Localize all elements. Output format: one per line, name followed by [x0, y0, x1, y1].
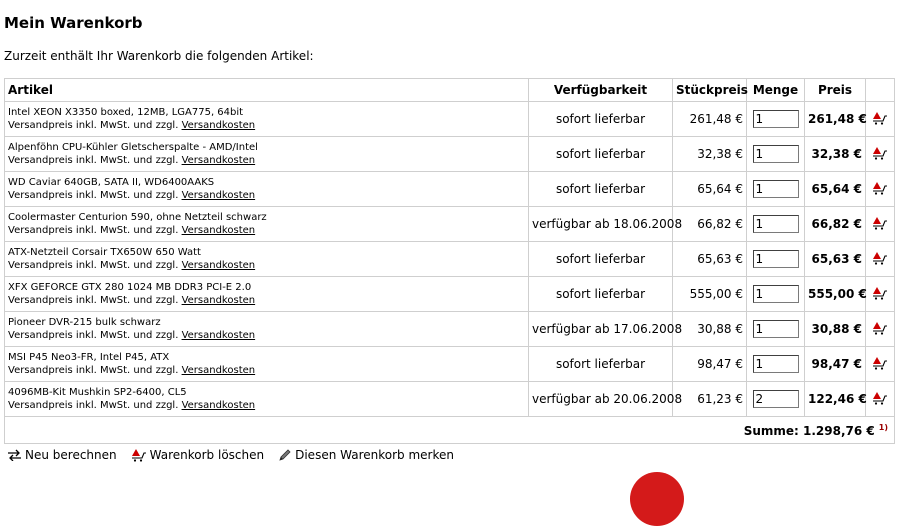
remember-cart-button[interactable] — [278, 448, 454, 462]
quantity-input[interactable] — [753, 110, 799, 128]
cell-quantity — [747, 172, 805, 207]
product-name: XFX GEFORCE GTX 280 1024 MB DDR3 PCI-E 2.0 — [8, 282, 252, 293]
shipping-link[interactable]: Versandkosten — [181, 120, 256, 131]
cell-unit-price: 65,63 € — [673, 242, 747, 277]
red-circle-decoration — [630, 472, 684, 526]
shipping-info — [8, 399, 525, 412]
cell-availability: sofort lieferbar — [529, 277, 673, 312]
cell-delete — [866, 347, 895, 382]
product-name: MSI P45 Neo3-FR, Intel P45, ATX — [8, 352, 170, 363]
recalculate-button[interactable] — [7, 448, 117, 462]
cell-availability: sofort lieferbar — [529, 137, 673, 172]
shipping-prefix: Versandpreis inkl. MwSt. und zzgl. — [8, 120, 179, 131]
table-row — [5, 312, 895, 347]
cart-delete-icon[interactable] — [872, 321, 888, 335]
table-row — [5, 277, 895, 312]
cart-actions — [7, 448, 468, 462]
table-row — [5, 172, 895, 207]
cell-price: 555,00 € — [805, 277, 866, 312]
cell-delete — [866, 137, 895, 172]
header-preis: Preis — [805, 79, 866, 102]
cell-unit-price: 65,64 € — [673, 172, 747, 207]
shipping-link[interactable]: Versandkosten — [181, 155, 256, 166]
cell-quantity — [747, 312, 805, 347]
shipping-prefix: Versandpreis inkl. MwSt. und zzgl. — [8, 295, 179, 306]
shipping-prefix: Versandpreis inkl. MwSt. und zzgl. — [8, 225, 179, 236]
cell-unit-price: 30,88 € — [673, 312, 747, 347]
cell-artikel — [5, 382, 529, 417]
cell-availability: sofort lieferbar — [529, 102, 673, 137]
quantity-input[interactable] — [753, 320, 799, 338]
table-row — [5, 207, 895, 242]
product-name: Coolermaster Centurion 590, ohne Netzteil schwarz — [8, 212, 267, 223]
quantity-input[interactable] — [753, 180, 799, 198]
cart-delete-icon[interactable] — [872, 391, 888, 405]
clear-cart-button[interactable] — [131, 448, 264, 462]
shipping-info — [8, 294, 525, 307]
cell-unit-price: 98,47 € — [673, 347, 747, 382]
sum-total: Summe: 1.298,76 € — [743, 423, 875, 438]
recalculate-label: Neu berechnen — [25, 448, 117, 462]
cart-delete-icon[interactable] — [872, 111, 888, 125]
cell-quantity — [747, 347, 805, 382]
cell-artikel — [5, 172, 529, 207]
table-row — [5, 382, 895, 417]
shipping-link[interactable]: Versandkosten — [181, 365, 256, 376]
shipping-info — [8, 224, 525, 237]
table-row — [5, 102, 895, 137]
pencil-icon — [278, 448, 292, 462]
cart-delete-icon[interactable] — [872, 251, 888, 265]
cell-delete — [866, 277, 895, 312]
cart-delete-icon[interactable] — [872, 356, 888, 370]
shipping-prefix: Versandpreis inkl. MwSt. und zzgl. — [8, 365, 179, 376]
cell-artikel — [5, 312, 529, 347]
shipping-info — [8, 189, 525, 202]
shipping-link[interactable]: Versandkosten — [181, 190, 256, 201]
cell-quantity — [747, 382, 805, 417]
shipping-info — [8, 259, 525, 272]
table-row — [5, 347, 895, 382]
product-name: WD Caviar 640GB, SATA II, WD6400AAKS — [8, 177, 215, 188]
cell-delete — [866, 242, 895, 277]
remember-cart-label: Diesen Warenkorb merken — [295, 448, 454, 462]
table-row — [5, 137, 895, 172]
quantity-input[interactable] — [753, 145, 799, 163]
cart-delete-icon[interactable] — [872, 216, 888, 230]
intro-text: Zurzeit enthält Ihr Warenkorb die folgenden Artikel: — [4, 49, 314, 63]
shipping-info — [8, 329, 525, 342]
cell-artikel — [5, 137, 529, 172]
quantity-input[interactable] — [753, 215, 799, 233]
product-name: ATX-Netzteil Corsair TX650W 650 Watt — [8, 247, 201, 258]
cell-price: 65,64 € — [805, 172, 866, 207]
cell-delete — [866, 207, 895, 242]
cell-quantity — [747, 207, 805, 242]
cell-artikel — [5, 277, 529, 312]
cell-price: 261,48 € — [805, 102, 866, 137]
cart-delete-icon[interactable] — [872, 286, 888, 300]
sum-row — [5, 417, 895, 444]
cell-price: 30,88 € — [805, 312, 866, 347]
shipping-link[interactable]: Versandkosten — [181, 225, 256, 236]
header-menge: Menge — [747, 79, 805, 102]
cell-delete — [866, 382, 895, 417]
cell-delete — [866, 172, 895, 207]
shipping-info — [8, 154, 525, 167]
cell-availability: verfügbar ab 18.06.2008 — [529, 207, 673, 242]
cell-availability: sofort lieferbar — [529, 172, 673, 207]
shipping-info — [8, 119, 525, 132]
cell-artikel — [5, 347, 529, 382]
clear-cart-label: Warenkorb löschen — [149, 448, 265, 462]
cell-price: 98,47 € — [805, 347, 866, 382]
cell-artikel — [5, 102, 529, 137]
page-title: Mein Warenkorb — [4, 14, 143, 32]
product-name: 4096MB-Kit Mushkin SP2-6400, CL5 — [8, 387, 187, 398]
cell-availability: sofort lieferbar — [529, 242, 673, 277]
quantity-input[interactable] — [753, 250, 799, 268]
shipping-prefix: Versandpreis inkl. MwSt. und zzgl. — [8, 155, 179, 166]
cell-quantity — [747, 277, 805, 312]
table-row — [5, 242, 895, 277]
product-name: Alpenföhn CPU-Kühler Gletscherspalte - AMD/Intel — [8, 142, 258, 153]
shipping-link[interactable]: Versandkosten — [181, 330, 256, 341]
sum-cell — [5, 417, 895, 444]
cart-table — [4, 78, 895, 444]
cell-artikel — [5, 207, 529, 242]
cart-delete-icon[interactable] — [872, 146, 888, 160]
cell-quantity — [747, 242, 805, 277]
cell-availability: verfügbar ab 17.06.2008 — [529, 312, 673, 347]
cell-artikel — [5, 242, 529, 277]
cell-unit-price: 261,48 € — [673, 102, 747, 137]
cart-delete-icon[interactable] — [872, 181, 888, 195]
cart-clear-icon — [131, 448, 147, 462]
shipping-prefix: Versandpreis inkl. MwSt. und zzgl. — [8, 330, 179, 341]
cell-price: 65,63 € — [805, 242, 866, 277]
shipping-link[interactable]: Versandkosten — [181, 400, 256, 411]
cell-quantity — [747, 102, 805, 137]
cell-delete — [866, 312, 895, 347]
header-stueckpreis: Stückpreis — [673, 79, 747, 102]
product-name: Pioneer DVR-215 bulk schwarz — [8, 317, 161, 328]
cell-price: 32,38 € — [805, 137, 866, 172]
cell-price: 122,46 € — [805, 382, 866, 417]
shipping-link[interactable]: Versandkosten — [181, 260, 256, 271]
cell-unit-price: 61,23 € — [673, 382, 747, 417]
cell-quantity — [747, 137, 805, 172]
cell-price: 66,82 € — [805, 207, 866, 242]
recalculate-icon — [7, 449, 22, 461]
cell-delete — [866, 102, 895, 137]
header-delete — [866, 79, 895, 102]
shipping-prefix: Versandpreis inkl. MwSt. und zzgl. — [8, 190, 179, 201]
quantity-input[interactable] — [753, 355, 799, 373]
shipping-prefix: Versandpreis inkl. MwSt. und zzgl. — [8, 260, 179, 271]
cell-availability: sofort lieferbar — [529, 347, 673, 382]
quantity-input[interactable] — [753, 390, 799, 408]
header-verfuegbarkeit: Verfügbarkeit — [529, 79, 673, 102]
cell-unit-price: 66,82 € — [673, 207, 747, 242]
header-artikel: Artikel — [5, 79, 529, 102]
shipping-link[interactable]: Versandkosten — [181, 295, 256, 306]
sum-footnote[interactable]: 1) — [878, 422, 888, 432]
shipping-prefix: Versandpreis inkl. MwSt. und zzgl. — [8, 400, 179, 411]
cell-unit-price: 555,00 € — [673, 277, 747, 312]
cell-availability: verfügbar ab 20.06.2008 — [529, 382, 673, 417]
table-header-row — [5, 79, 895, 102]
product-name: Intel XEON X3350 boxed, 12MB, LGA775, 64bit — [8, 107, 244, 118]
cell-unit-price: 32,38 € — [673, 137, 747, 172]
quantity-input[interactable] — [753, 285, 799, 303]
shipping-info — [8, 364, 525, 377]
